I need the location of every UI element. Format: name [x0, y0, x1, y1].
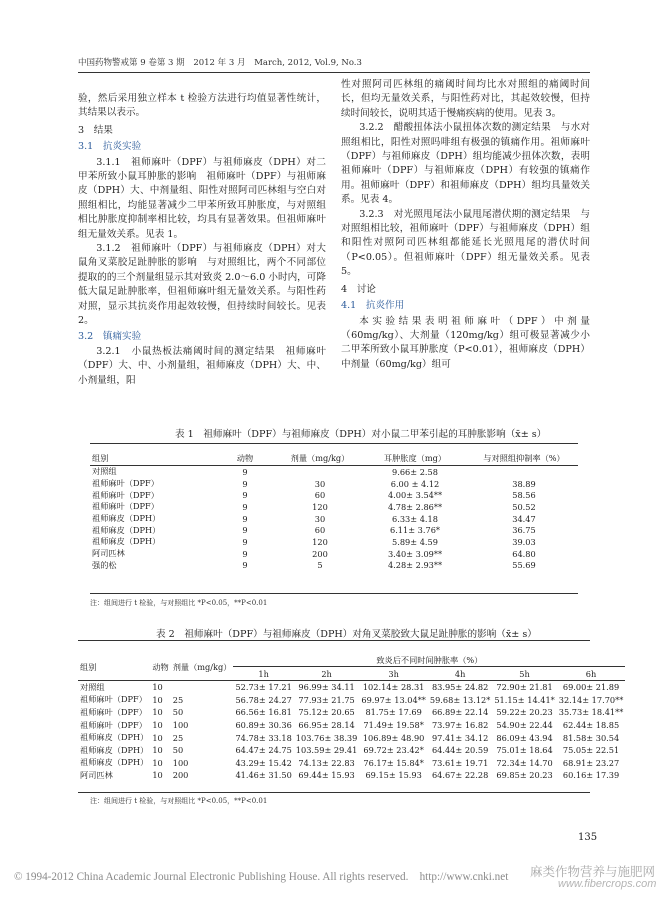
table1-cell: 36.75: [512, 525, 536, 536]
table2-cell: 103.76± 38.39: [295, 732, 358, 743]
issue-date-cn: 2012 年 3 月: [193, 58, 246, 68]
table-row: [90, 524, 578, 536]
table2-cell: 阿司匹林: [80, 769, 113, 780]
table2-cell: 对照组: [80, 681, 105, 692]
table1-cell: 4.78± 2.86**: [387, 501, 443, 512]
table2-cell: 75.01± 18.64: [496, 745, 553, 756]
table2-cell: 100: [172, 757, 189, 768]
table1-cell: 祖师麻皮（DPH）: [92, 513, 161, 524]
running-header: [78, 56, 368, 68]
table2-cell: 100: [172, 720, 189, 731]
table2-cell: 66.95± 28.14: [298, 720, 355, 731]
table1-cell: [280, 466, 360, 478]
table1-cell: 30: [314, 478, 326, 489]
table1-header-cell: 动物: [210, 452, 280, 466]
table2-cell: 69.85± 20.23: [496, 770, 553, 781]
table-row: [78, 681, 625, 694]
paragraph: 验，然后采用独立样本 t 检验方法进行均值显著性统计，其结果以表示。: [78, 93, 326, 119]
table2-header-cell: 组别: [78, 654, 150, 681]
table2-cell: 56.78± 24.27: [235, 694, 292, 705]
table2-cell: [171, 681, 234, 694]
table-row: [90, 513, 578, 525]
table2-cell: 106.89± 48.90: [362, 732, 425, 743]
table2-note: 注：组间进行 t 检验，与对照组比 *P<0.05，**P<0.01: [90, 797, 268, 805]
table2-top-rule: [78, 640, 590, 641]
table2-caption: 表 2 祖师麻叶（DPF）与祖师麻皮（DPH）对角叉菜胶致大鼠足趾肿胀的影响（x̄± s）: [156, 629, 537, 640]
table1-cell: 5: [317, 560, 323, 571]
table1-cell: 4.00± 3.54**: [387, 490, 443, 501]
table1-cell: 6.00 ± 4.12: [390, 478, 440, 489]
table2-cell: 51.15± 14.41*: [494, 694, 555, 705]
table1-cell: 9: [242, 466, 248, 477]
table-row: [78, 757, 625, 770]
page-number: 135: [578, 832, 598, 843]
table2-bottom-rule: [78, 792, 590, 793]
table2-cell: 10: [152, 757, 163, 768]
table2-cell: 41.46± 31.50: [235, 770, 292, 781]
table1-cell: 58.56: [512, 490, 536, 501]
copyright-footer: © 1994-2012 China Academic Journal Electronic Publishing House. All rights reserved. http://www.cnki.net: [14, 871, 509, 883]
table2-cell: 62.44± 18.85: [562, 720, 620, 731]
table2-cell: 69.44± 15.93: [298, 770, 355, 781]
table2-cell: 10: [152, 732, 163, 743]
table-row: [90, 560, 578, 572]
table2-cell: 71.49± 19.58*: [363, 720, 424, 731]
table2-cell: 96.99± 34.11: [298, 682, 355, 693]
table2-cell: 83.95± 24.82: [431, 682, 489, 693]
table2-cell: 76.17± 15.84*: [363, 757, 424, 768]
table1-cell: [470, 466, 578, 478]
table2-cell: 66.56± 16.81: [235, 707, 292, 718]
table1-cell: 30: [314, 513, 326, 524]
table1-cell: 阿司匹林: [92, 548, 125, 559]
table-row: [90, 536, 578, 548]
table2-cell: 69.00± 21.89: [562, 682, 620, 693]
table-row: [78, 719, 625, 732]
table1-cell: 9: [242, 501, 248, 512]
subsection-heading: 3.1 抗炎实验: [78, 141, 142, 153]
table2-time-cell: 5h: [492, 667, 556, 681]
table2-cell: 10: [152, 770, 163, 781]
table2-cell: 35.73± 18.41**: [558, 707, 624, 718]
table1-cell: 38.89: [512, 478, 536, 489]
table2-cell: 60.16± 17.39: [562, 770, 620, 781]
table-row: [78, 706, 625, 719]
table2-cell: 72.90± 21.81: [496, 682, 553, 693]
table-row: [78, 694, 625, 707]
table2-cell: 69.97± 13.04**: [361, 694, 426, 705]
table2-cell: 103.59± 29.41: [295, 745, 358, 756]
section-heading: 3 结果: [78, 124, 113, 136]
paragraph: 性对照阿司匹林组的痛阈时间均比水对照组的痛阈时间长，但均无量效关系，与阳性药对比，其起效较慢，但持续时间较长，说明其适于慢痛疾病的使用。见表 3。: [341, 79, 590, 119]
paragraph: 3.1.2 祖师麻叶（DPF）与祖师麻皮（DPH）对大鼠角叉菜胶足趾肿胀的影响 与对照组比，两个不同部位提取的的三个剂量组显示其对致炎 2.0～6.0 小时内，可降低大鼠足趾肿胀率，但祖师麻叶组无量效关系。与阳性药对照，显示其抗炎作用起效较慢，但持续时间较长。见表 2。: [78, 243, 326, 327]
table1-cell: 对照组: [92, 466, 117, 477]
table2-cell: 59.22± 20.23: [496, 707, 553, 718]
table2-time-cell: 3h: [359, 667, 428, 681]
table2-cell: 祖师麻叶（DPF）: [80, 706, 147, 717]
watermark-text: 麻类作物营养与施肥网: [530, 865, 656, 879]
table1-note: 注：组间进行 t 检验，与对照组比 *P<0.05，**P<0.01: [90, 599, 268, 607]
table2-cell: 74.78± 33.18: [235, 732, 292, 743]
table1-cell: 祖师麻皮（DPH）: [92, 524, 161, 535]
table2-time-cell: 2h: [294, 667, 360, 681]
table2-cell: 81.75± 17.69: [365, 707, 422, 718]
table1-cell: 4.28± 2.93**: [387, 560, 443, 571]
table2-time-cell: 6h: [557, 667, 626, 681]
table1-cell: 120: [312, 501, 328, 512]
table2-header-cell: 动物: [150, 654, 170, 681]
table2-cell: 10: [152, 720, 163, 731]
table2-cell: 祖师麻皮（DPH）: [80, 744, 149, 755]
table1-caption: 表 1 祖师麻叶（DPF）与祖师麻皮（DPH）对小鼠二甲苯引起的耳肿胀影响（x̄± s）: [175, 429, 547, 440]
table2-cell: 60.89± 30.36: [235, 720, 292, 731]
table1-header-cell: 耳肿胀度（mg）: [360, 452, 470, 466]
table1-cell: 9: [242, 536, 248, 547]
table1-top-rule: [90, 443, 578, 444]
table1-cell: 祖师麻叶（DPF）: [92, 478, 159, 489]
table1-cell: 120: [312, 536, 328, 547]
table2-cell: 81.58± 30.54: [562, 732, 620, 743]
paragraph: 3.2.1 小鼠热板法痛阈时间的测定结果 祖师麻叶（DPF）大、中、小剂量组，祖师麻皮（DPH）大、中、小剂量组，阳: [78, 345, 326, 386]
table2-cell: 50: [172, 707, 184, 718]
table1-header-row: [90, 452, 578, 466]
table1-header-cell: 剂量（mg/kg）: [280, 452, 360, 466]
table2-cell: 75.12± 20.65: [298, 707, 355, 718]
table1-cell: 200: [312, 548, 328, 559]
watermark-url: www.fibercrops.com: [558, 878, 657, 890]
paragraph: 本实验结果表明祖师麻叶（DPF）中剂量（60mg/kg）、大剂量（120mg/kg）组可极显著减少小二甲苯所致小鼠耳肿胀度（P<0.01），祖师麻皮（DPH）中剂量（60mg/kg）组可: [341, 315, 590, 370]
table1-bottom-rule: [90, 593, 578, 594]
table-row: [90, 478, 578, 490]
table2-cell: 69.15± 15.93: [365, 770, 422, 781]
table-row: [78, 744, 625, 757]
table1-cell: 34.47: [512, 513, 536, 524]
table2-cell: 64.44± 20.59: [431, 745, 489, 756]
table2-header-row: [78, 654, 625, 667]
table-row: [90, 489, 578, 501]
table1-header-cell: 组别: [90, 452, 210, 466]
table-row: [90, 548, 578, 560]
table1-cell: 9: [242, 513, 248, 524]
table1-cell: 60: [314, 525, 326, 536]
table1: [90, 452, 578, 571]
table1-cell: 祖师麻叶（DPF）: [92, 489, 159, 500]
table2-cell: 32.14± 17.70**: [558, 694, 624, 705]
table2-cell: 64.67± 22.28: [431, 770, 489, 781]
table2-cell: 10: [152, 682, 163, 693]
table1-cell: 55.69: [512, 560, 536, 571]
table2-cell: 祖师麻叶（DPF）: [80, 719, 147, 730]
issue-date-en: March, 2012, Vol.9, No.3: [254, 58, 362, 68]
table1-cell: 祖师麻皮（DPH）: [92, 536, 161, 547]
table1-cell: 60: [314, 490, 326, 501]
section-heading: 4 讨论: [341, 283, 376, 295]
table2-time-cell: 4h: [428, 667, 492, 681]
journal-name: 中国药物警戒第 9 卷第 3 期: [78, 58, 185, 68]
table1-cell: 64.80: [512, 548, 536, 559]
table1-cell: 祖师麻叶（DPF）: [92, 501, 159, 512]
table2-cell: 75.05± 22.51: [562, 745, 620, 756]
table-row: [78, 731, 625, 744]
table1-cell: 9: [242, 478, 248, 489]
table2-cell: 86.09± 43.94: [496, 732, 553, 743]
table-row: [78, 769, 625, 782]
table1-cell: 9: [242, 490, 248, 501]
table2-cell: 10: [152, 694, 163, 705]
table2-cell: 25: [172, 694, 184, 705]
table1-cell: 50.52: [512, 501, 536, 512]
table2-cell: 66.89± 22.14: [431, 707, 489, 718]
table-row: [90, 501, 578, 513]
right-column: [341, 78, 590, 372]
table2-cell: 74.13± 22.83: [298, 757, 355, 768]
table2-cell: 10: [152, 745, 163, 756]
table2-cell: 200: [172, 770, 189, 781]
table2-cell: 68.91± 23.27: [562, 757, 620, 768]
paragraph: 3.2.3 对光照甩尾法小鼠甩尾潜伏期的测定结果 与对照组相比较，祖师麻叶（DPF）与祖师麻皮（DPH）组和阳性对照阿司匹林组都能延长光照甩尾的潜伏时间（P<0.05）。但祖师麻叶（DPF）组无量效关系。见表 5。: [341, 208, 590, 278]
table2-cell: 77.93± 21.75: [298, 694, 355, 705]
table2-cell: 102.14± 28.31: [362, 682, 425, 693]
table2-cell: 50: [172, 745, 184, 756]
table1-cell: 5.89± 4.59: [392, 536, 438, 547]
table2-cell: 祖师麻叶（DPF）: [80, 694, 147, 705]
table2-cell: 97.41± 34.12: [431, 732, 489, 743]
table1-cell: 3.40± 3.09**: [387, 548, 443, 559]
header-rule: [78, 72, 590, 73]
table1-cell: 强的松: [92, 559, 117, 570]
subsection-heading: 3.2 镇痛实验: [78, 330, 142, 342]
table2-cell: 25: [172, 732, 184, 743]
table2-cell: 73.97± 16.82: [431, 720, 489, 731]
table2-cell: 祖师麻皮（DPH）: [80, 757, 149, 768]
paragraph: 3.2.2 醋酸扭体法小鼠扭体次数的测定结果 与水对照组相比，阳性对照吗啡组有极强的镇痛作用。祖师麻叶（DPF）与祖师麻皮（DPH）组均能减少扭体次数，表明祖师麻叶（DPF）与祖师麻皮（DPH）有较强的镇痛作用。祖师麻叶（DPF）和祖师麻皮（DPH）组均具量效关系。见表 4。: [341, 122, 590, 206]
table1-cell: 39.03: [512, 536, 536, 547]
table2-span-header: 致炎后不同时间肿胀率（%）: [233, 654, 625, 667]
table2-cell: 69.72± 23.42*: [363, 745, 424, 756]
table1-header-cell: 与对照组抑制率（%）: [470, 452, 578, 466]
table2: [78, 654, 625, 782]
table2-time-cell: 1h: [233, 667, 293, 681]
table2-header-cell: 剂量（mg/kg）: [171, 654, 234, 681]
table1-cell: 9: [242, 525, 248, 536]
table2-cell: 73.61± 19.71: [431, 757, 489, 768]
paragraph: 3.1.1 祖师麻叶（DPF）与祖师麻皮（DPH）对二甲苯所致小鼠耳肿胀的影响 祖师麻叶（DPF）与祖师麻皮（DPH）大、中剂量组、阳性对照阿司匹林组与空白对照组相比，均能显著减少二甲苯所致耳肿胀度，与对照组相比肿胀度抑制率相比较，均具有显著效果。但祖师麻叶组无量效关系。见表 1。: [78, 156, 326, 240]
table2-cell: 10: [152, 707, 163, 718]
subsection-heading: 4.1 抗炎作用: [341, 300, 405, 312]
table2-cell: 52.73± 17.21: [235, 682, 292, 693]
table1-cell: 9: [242, 560, 248, 571]
table2-cell: 54.90± 22.44: [496, 720, 553, 731]
table-row: [90, 466, 578, 478]
table1-cell: 6.11± 3.76*: [389, 525, 441, 536]
table2-cell: 72.34± 14.70: [496, 757, 553, 768]
table2-cell: 祖师麻皮（DPH）: [80, 732, 149, 743]
table2-cell: 43.29± 15.42: [235, 757, 292, 768]
table1-cell: 9: [242, 548, 248, 559]
table2-cell: 64.47± 24.75: [235, 745, 292, 756]
table2-cell: 59.68± 13.12*: [429, 694, 491, 705]
table1-cell: 6.33± 4.18: [392, 513, 438, 524]
table1-cell: 9.66± 2.58: [392, 466, 438, 477]
left-column: [78, 92, 326, 388]
